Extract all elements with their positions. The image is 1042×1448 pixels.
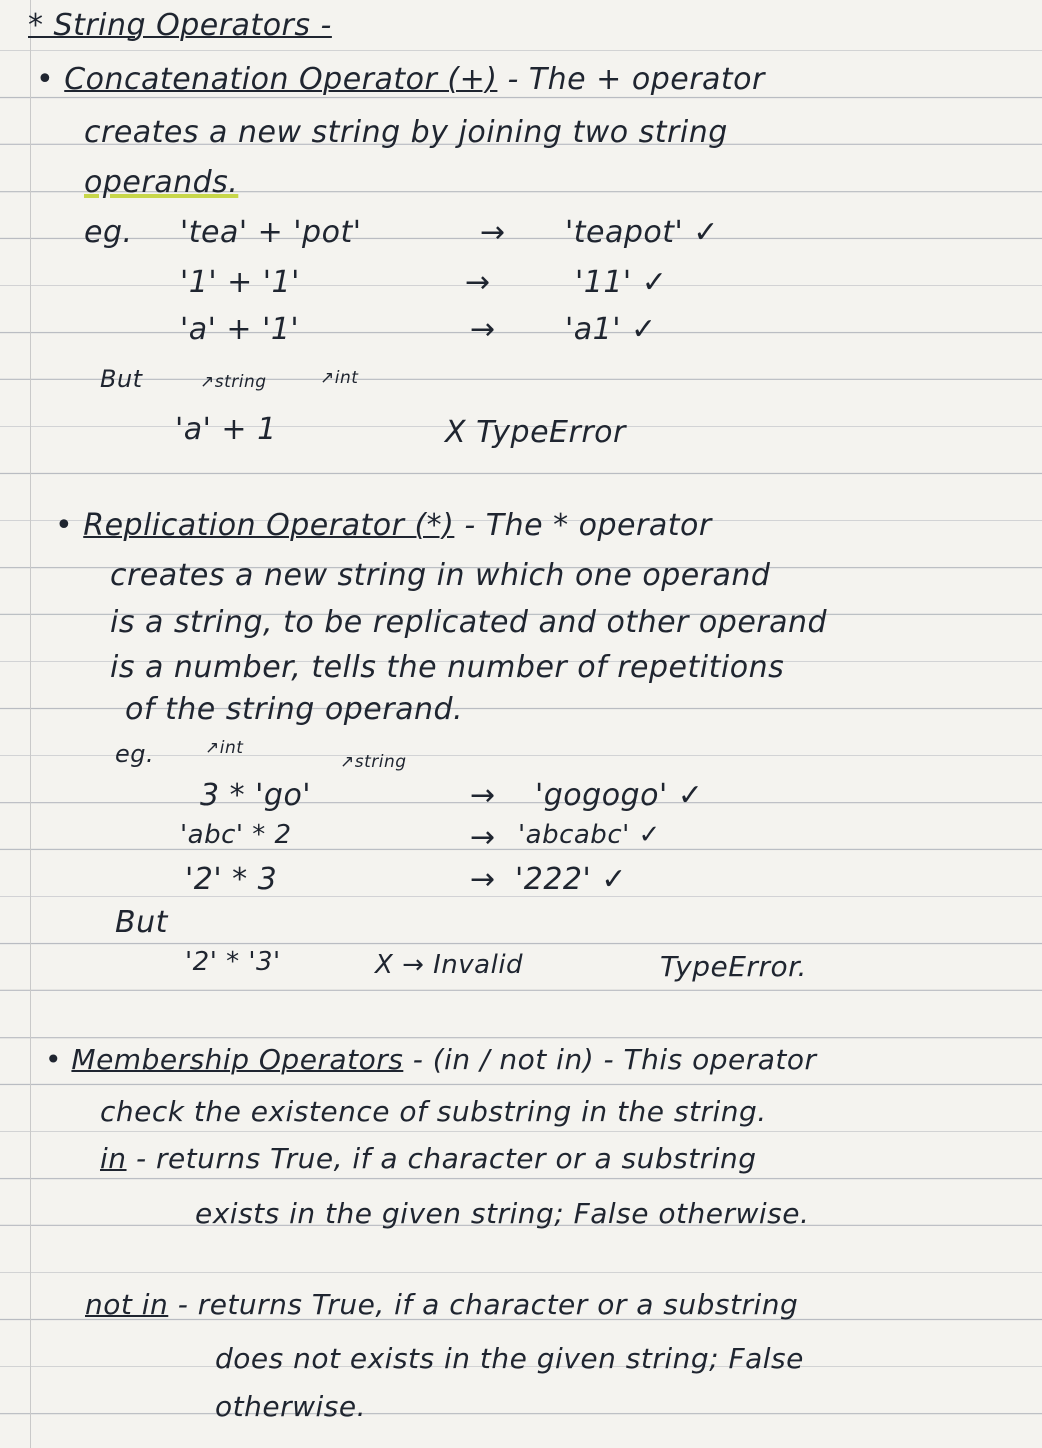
margin-line — [30, 0, 31, 1448]
concat-example-expr: 'a' + '1' — [180, 312, 300, 347]
notin-line2: does not exists in the given string; False — [215, 1342, 804, 1375]
in-line1: - returns True, if a character or a substring — [135, 1142, 757, 1175]
concat-header: • Concatenation Operator (+) - The + operator — [36, 62, 765, 97]
notin-label: not in — [85, 1288, 169, 1321]
membership-in — [100, 1142, 757, 1175]
heading: * String Operators - — [28, 8, 332, 43]
notin-line1: - returns True, if a character or a substring — [177, 1288, 799, 1321]
replication-line: creates a new string in which one operand — [110, 558, 771, 593]
concat-example-expr: '1' + '1' — [180, 265, 300, 300]
concat-example-result: 'teapot' ✓ — [565, 215, 719, 250]
concat-line2: creates a new string by joining two string — [84, 115, 728, 150]
replication-example-result: '222' ✓ — [515, 862, 627, 897]
replication-eg-label: eg. — [115, 740, 155, 768]
replication-title: Replication Operator (*) — [83, 508, 455, 543]
replication-line: is a number, tells the number of repetitions — [110, 650, 785, 685]
arrow: → — [470, 312, 496, 347]
replication-bad-expr: '2' * '3' — [185, 947, 281, 977]
membership-line2: check the existence of substring in the string. — [100, 1095, 767, 1128]
replication-line: is a string, to be replicated and other operand — [110, 605, 828, 640]
annotation-int: ↗int — [320, 368, 359, 388]
concat-example-result: '11' ✓ — [575, 265, 668, 300]
concat-title: Concatenation Operator (+) — [64, 62, 498, 97]
replication-bad-result: X → Invalid — [375, 950, 524, 980]
concat-bad-result: X TypeError — [445, 415, 626, 450]
concat-intro: - The + operator — [507, 62, 765, 97]
replication-example-result: 'abcabc' ✓ — [518, 820, 661, 850]
replication-but: But — [115, 905, 168, 940]
annotation-int: ↗int — [205, 738, 244, 758]
concat-example-expr: 'tea' + 'pot' — [180, 215, 362, 250]
replication-header: • Replication Operator (*) - The * operator — [55, 508, 712, 543]
concat-eg-label: eg. — [84, 215, 133, 250]
replication-example-expr: '2' * 3 — [185, 862, 278, 897]
replication-example-expr: 3 * 'go' — [200, 778, 312, 813]
membership-header: • Membership Operators - (in / not in) - This operator — [45, 1043, 817, 1076]
arrow: → — [465, 265, 491, 300]
replication-bad-error: TypeError. — [660, 950, 807, 983]
replication-intro: - The * operator — [464, 508, 712, 543]
annotation-string: ↗string — [340, 752, 407, 772]
replication-example-expr: 'abc' * 2 — [180, 820, 292, 850]
in-line2: exists in the given string; False otherwise. — [195, 1197, 810, 1230]
notin-line3: otherwise. — [215, 1390, 366, 1423]
concat-line3: operands. — [84, 165, 239, 200]
replication-example-result: 'gogogo' ✓ — [535, 778, 704, 813]
annotation-string: ↗string — [200, 372, 267, 392]
concat-example-result: 'a1' ✓ — [565, 312, 657, 347]
membership-notin — [85, 1288, 798, 1321]
in-label: in — [100, 1142, 127, 1175]
arrow: → — [470, 862, 496, 897]
replication-line: of the string operand. — [125, 692, 464, 727]
membership-title: Membership Operators — [71, 1043, 404, 1076]
arrow: → — [480, 215, 506, 250]
arrow: → — [470, 778, 496, 813]
concat-but: But — [100, 365, 143, 393]
membership-intro: - (in / not in) - This operator — [412, 1043, 817, 1076]
arrow: → — [470, 820, 496, 855]
concat-bad-expr: 'a' + 1 — [175, 412, 277, 447]
